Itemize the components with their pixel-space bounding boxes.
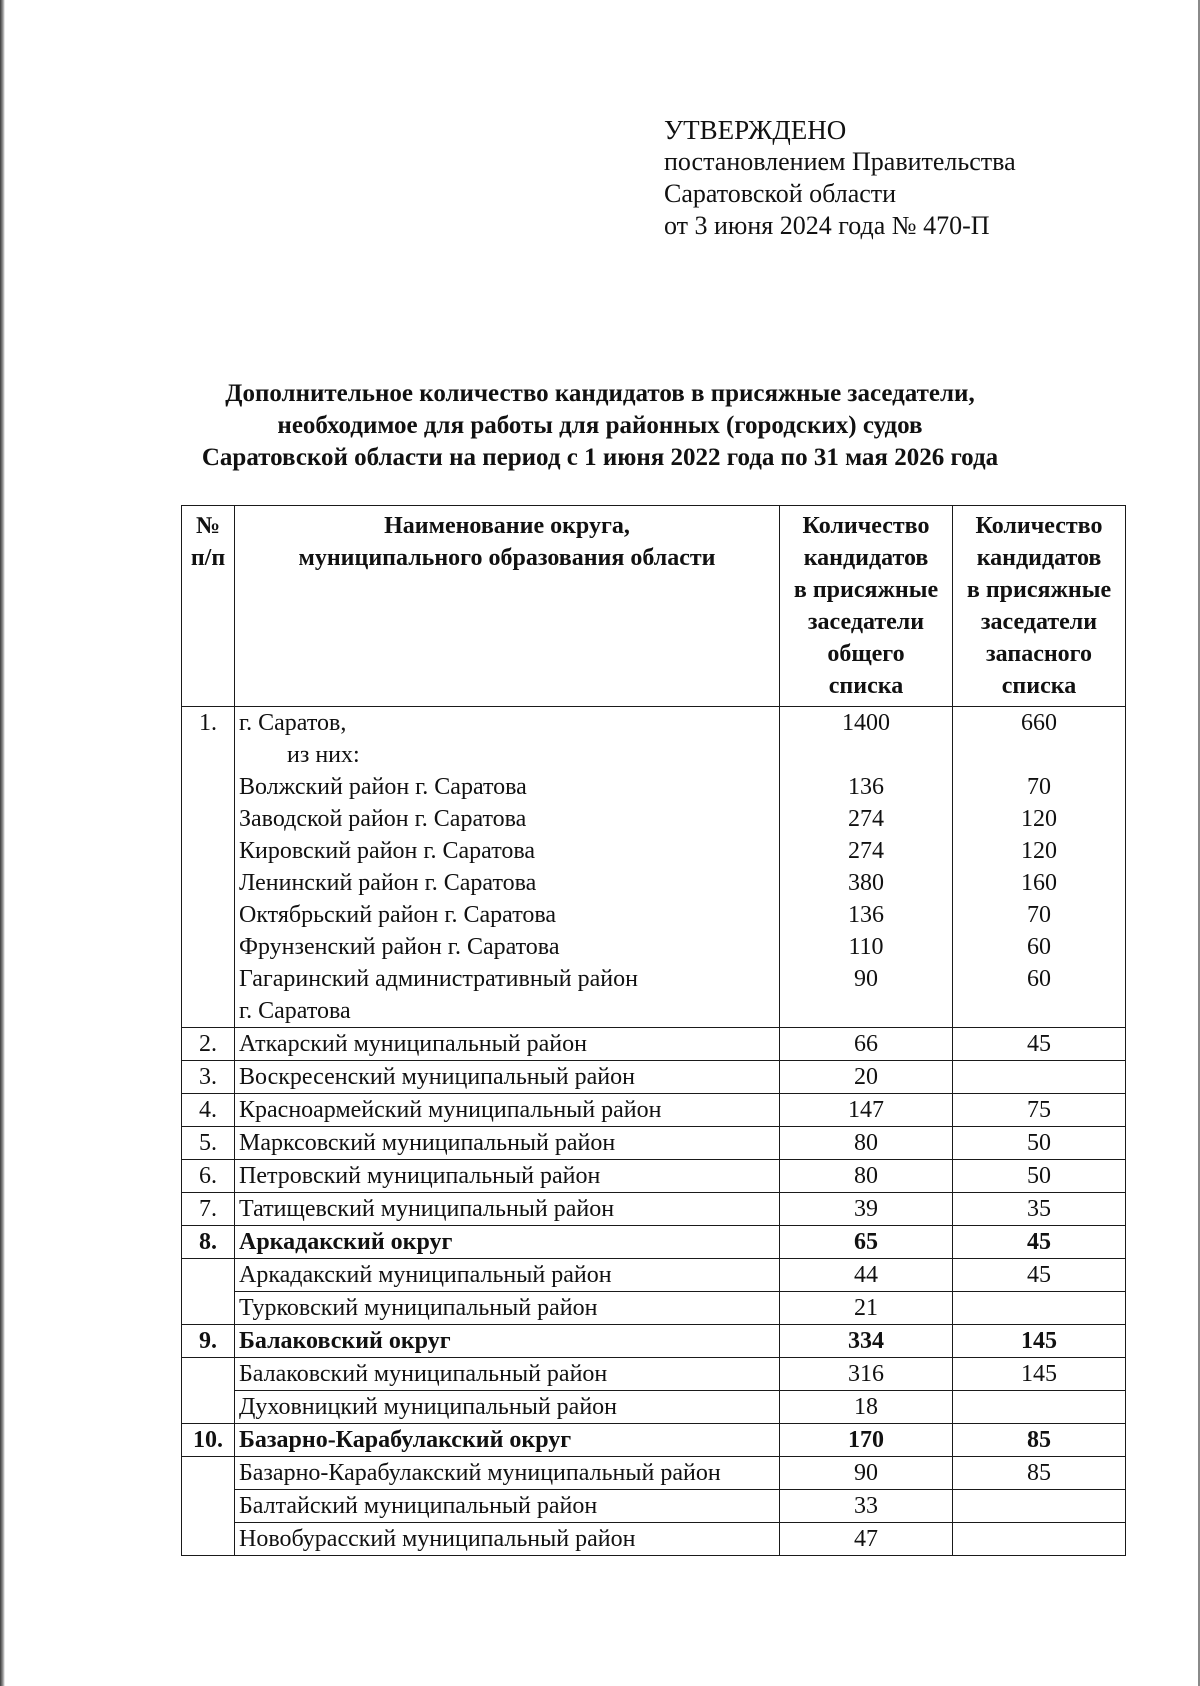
table-row [182,1325,1126,1358]
row-general: 47 [780,1523,953,1556]
row-num [182,1391,235,1424]
candidates-table [181,505,1126,1556]
approval-line-1: постановлением Правительства [664,147,1016,176]
row-general: 66 [780,1028,953,1061]
table-row [182,1127,1126,1160]
saratov-district-general: 136 [848,902,884,928]
saratov-district-general: 274 [848,838,884,864]
header-num-line: п/п [190,545,226,571]
row-reserve-saratov [953,707,1126,1028]
header-reserve-line: кандидатов [976,545,1102,571]
header-general-line: общего [827,641,905,667]
row-general: 147 [780,1094,953,1127]
header-num-line: № [195,513,221,539]
header-general [780,506,953,707]
row-name: Марксовский муниципальный район [235,1127,780,1160]
saratov-district-name: Заводской район г. Саратова [239,806,527,832]
saratov-district-name: Кировский район г. Саратова [239,838,536,864]
row-general: 44 [780,1259,953,1292]
table-row [182,1061,1126,1094]
row-name: Духовницкий муниципальный район [235,1391,780,1424]
row-name-saratov [235,707,780,1028]
row-num [182,1457,235,1490]
row-reserve [953,1523,1126,1556]
saratov-reserve-total: 660 [1021,710,1057,736]
table-row [182,1193,1126,1226]
row-name: Новобурасский муниципальный район [235,1523,780,1556]
saratov-sub-label: из них: [287,742,360,768]
row-general: 33 [780,1490,953,1523]
row-general: 39 [780,1193,953,1226]
row-general: 316 [780,1358,953,1391]
table-row [182,1523,1126,1556]
saratov-district-general: 380 [848,870,884,896]
table-row [182,1160,1126,1193]
header-general-line: кандидатов [803,545,929,571]
table-row [182,1424,1126,1457]
row-num: 4. [182,1094,235,1127]
row-name: Татищевский муниципальный район [235,1193,780,1226]
row-name: Аркадакский округ [235,1226,780,1259]
saratov-district-reserve: 160 [1021,870,1057,896]
row-general: 170 [780,1424,953,1457]
table-row [182,1226,1126,1259]
row-reserve [953,1490,1126,1523]
table-row [182,1292,1126,1325]
approval-stamp: УТВЕРЖДЕНО [664,115,847,145]
row-num: 6. [182,1160,235,1193]
row-num: 8. [182,1226,235,1259]
saratov-district-reserve: 120 [1021,806,1057,832]
saratov-district-name: Волжский район г. Саратова [239,774,527,800]
row-reserve: 35 [953,1193,1126,1226]
row-num: 1. [182,707,235,1028]
row-name: Балаковский округ [235,1325,780,1358]
saratov-district-reserve: 60 [1027,934,1051,960]
row-reserve [953,1391,1126,1424]
header-reserve-line: заседатели [980,609,1098,635]
scan-edge-left [0,0,5,1686]
row-name: Балаковский муниципальный район [235,1358,780,1391]
row-num [182,1358,235,1391]
blank-line [957,739,1121,771]
table-row [182,1490,1126,1523]
table-row [182,1028,1126,1061]
table-row [182,1391,1126,1424]
saratov-district-reserve: 120 [1021,838,1057,864]
table-header-row [182,506,1126,707]
table-row-saratov [182,707,1126,1028]
row-reserve [953,1061,1126,1094]
saratov-general-total: 1400 [842,710,890,736]
header-reserve [953,506,1126,707]
blank-line [784,739,948,771]
row-reserve: 75 [953,1094,1126,1127]
row-reserve: 50 [953,1127,1126,1160]
row-general: 334 [780,1325,953,1358]
table-row [182,1259,1126,1292]
table-row [182,1457,1126,1490]
row-num: 9. [182,1325,235,1358]
saratov-name: г. Саратов, [239,710,347,736]
row-general: 18 [780,1391,953,1424]
row-name: Балтайский муниципальный район [235,1490,780,1523]
row-reserve [953,1292,1126,1325]
row-general-saratov [780,707,953,1028]
row-num: 7. [182,1193,235,1226]
row-reserve: 145 [953,1325,1126,1358]
title-line-1: Дополнительное количество кандидатов в присяжные заседатели, [225,380,975,407]
row-general: 90 [780,1457,953,1490]
row-name: Базарно-Карабулакский муниципальный район [235,1457,780,1490]
saratov-district-name: Гагаринский административный район [239,966,638,992]
row-general: 20 [780,1061,953,1094]
saratov-district-general: 110 [848,934,884,960]
row-name: Красноармейский муниципальный район [235,1094,780,1127]
header-general-line: списка [828,673,904,699]
saratov-district-general: 274 [848,806,884,832]
row-num [182,1292,235,1325]
saratov-district-general: 90 [854,966,878,992]
row-reserve: 45 [953,1226,1126,1259]
header-reserve-line: запасного [986,641,1092,667]
approval-line-3: от 3 июня 2024 года № 470-П [664,211,990,240]
header-name [235,506,780,707]
row-name: Аркадакский муниципальный район [235,1259,780,1292]
row-name: Петровский муниципальный район [235,1160,780,1193]
row-num: 3. [182,1061,235,1094]
row-reserve: 85 [953,1457,1126,1490]
row-general: 80 [780,1127,953,1160]
row-reserve: 145 [953,1358,1126,1391]
header-general-line: заседатели [807,609,925,635]
row-reserve: 45 [953,1259,1126,1292]
saratov-district-reserve: 70 [1027,774,1051,800]
saratov-district-name: Фрунзенский район г. Саратова [239,934,560,960]
row-reserve: 45 [953,1028,1126,1061]
approval-line-2: Саратовской области [664,179,897,208]
saratov-district-reserve: 60 [1027,966,1051,992]
row-name: Аткарский муниципальный район [235,1028,780,1061]
row-num: 2. [182,1028,235,1061]
row-name: Турковский муниципальный район [235,1292,780,1325]
title-line-3: Саратовской области на период с 1 июня 2022 года по 31 мая 2026 года [201,444,999,471]
row-num [182,1490,235,1523]
header-name-line: муниципального образования области [298,545,716,571]
saratov-district-general: 136 [848,774,884,800]
header-reserve-line: в присяжные [966,577,1112,603]
row-reserve: 50 [953,1160,1126,1193]
title-line-2: необходимое для работы для районных (городских) судов [277,412,923,439]
row-num [182,1523,235,1556]
row-general: 21 [780,1292,953,1325]
header-num [182,506,235,707]
row-name: Воскресенский муниципальный район [235,1061,780,1094]
row-num: 5. [182,1127,235,1160]
row-num [182,1259,235,1292]
header-reserve-line: Количество [975,513,1103,539]
saratov-last-line: г. Саратова [239,998,351,1024]
document-title [150,378,1050,474]
row-reserve: 85 [953,1424,1126,1457]
header-general-line: Количество [802,513,930,539]
row-name: Базарно-Карабулакский округ [235,1424,780,1457]
header-reserve-line: списка [1001,673,1077,699]
row-general: 65 [780,1226,953,1259]
approval-block [664,114,1016,242]
table-row [182,1094,1126,1127]
saratov-district-reserve: 70 [1027,902,1051,928]
table-row [182,1358,1126,1391]
header-general-line: в присяжные [793,577,939,603]
header-name-line: Наименование округа, [384,513,630,539]
saratov-district-name: Ленинский район г. Саратова [239,870,537,896]
row-general: 80 [780,1160,953,1193]
saratov-district-name: Октябрьский район г. Саратова [239,902,557,928]
row-num: 10. [182,1424,235,1457]
